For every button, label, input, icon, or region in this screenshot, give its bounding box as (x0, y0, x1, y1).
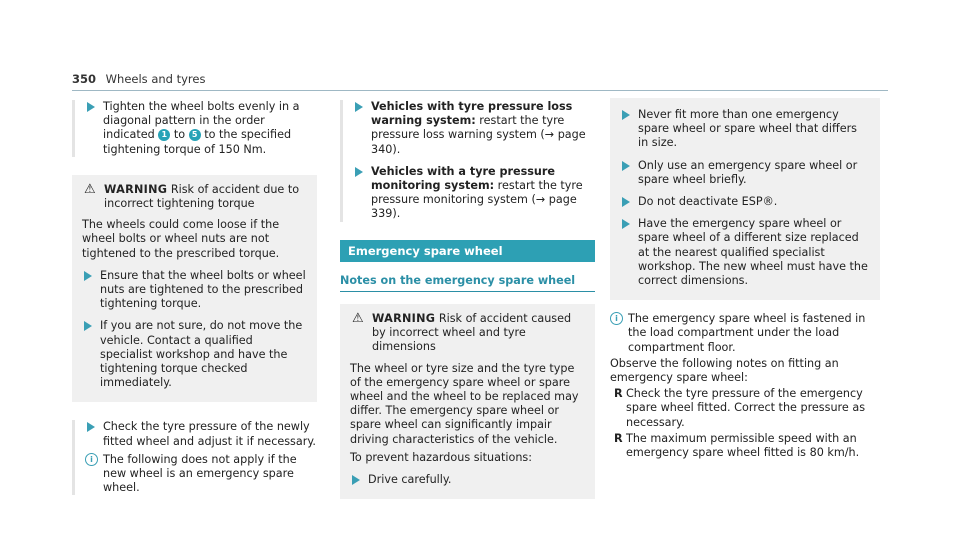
warning-subtitle: Risk of accident due to incorrect tightening torque (104, 182, 300, 211)
step-block-3 (340, 100, 595, 222)
section-title: Wheels and tyres (105, 72, 206, 86)
warning-step: Ensure that the wheel bolts or wheel nuts are tightened to the prescribed tightening torque. (82, 269, 307, 312)
warning-box-torque (72, 175, 317, 403)
warning-body: The wheels could come loose if the wheel bolts or wheel nuts are not tightened to the prescribed torque. (82, 218, 280, 260)
step-block-2 (72, 420, 317, 495)
column-1 (72, 98, 317, 495)
intro-text: Observe the following notes on fitting an emergency spare wheel: (610, 356, 839, 385)
triangle-right-icon (84, 271, 92, 281)
bullet-r-icon: R (614, 431, 623, 445)
warning-box-dimensions (340, 304, 595, 499)
triangle-right-icon (622, 110, 630, 120)
note: i The emergency spare wheel is fastened in the load compartment under the load compartment floor. (610, 312, 880, 355)
warning-step: Only use an emergency spare wheel or spare wheel briefly. (620, 159, 870, 187)
number-badge-1: 1 (158, 129, 170, 141)
warning-step: Never fit more than one emergency spare wheel or spare wheel that differs in size. (620, 108, 870, 151)
warning-step: Drive carefully. (350, 473, 585, 487)
triangle-right-icon (622, 161, 630, 171)
triangle-right-icon (87, 422, 95, 432)
page-number: 350 (72, 72, 97, 86)
step-block-1 (72, 100, 317, 157)
warning-body: The wheel or tyre size and the tyre type of the emergency spare wheel or spare wheel and the wheel to be replaced may differ. The emergency spare wheel or spare wheel can significantly impair driving characteristics of the vehicle. (350, 361, 579, 446)
triangle-right-icon (355, 102, 363, 112)
warning-box-continued (610, 98, 880, 300)
note: i The following does not apply if the new wheel is an emergency spare wheel. (85, 453, 317, 496)
warning-step: Do not deactivate ESP®. (620, 195, 870, 209)
info-icon: i (85, 453, 98, 466)
page-header (72, 72, 205, 86)
triangle-right-icon (87, 102, 95, 112)
triangle-right-icon (352, 475, 360, 485)
warning-triangle-icon: ⚠ (352, 311, 364, 327)
column-3 (610, 98, 880, 460)
step-restart-loss-warning: Vehicles with tyre pressure loss warning system: restart the tyre pressure loss warning system (→ page 340). (353, 100, 595, 157)
info-icon: i (610, 312, 623, 325)
step-check-pressure: Check the tyre pressure of the newly fitted wheel and adjust it if necessary. (85, 420, 317, 448)
number-badge-5: 5 (189, 129, 201, 141)
triangle-right-icon (622, 219, 630, 229)
warning-body-2: To prevent hazardous situations: (350, 450, 533, 464)
column-2 (340, 98, 595, 499)
section-heading: Emergency spare wheel (340, 240, 595, 262)
header-divider (72, 90, 888, 91)
warning-step: If you are not sure, do not move the vehicle. Contact a qualified specialist workshop and have the tightening torque checked immediately. (82, 319, 307, 390)
triangle-right-icon (84, 321, 92, 331)
warning-title: WARNING (372, 312, 436, 326)
warning-subtitle: Risk of accident caused by incorrect wheel and tyre dimensions (372, 312, 572, 354)
list-item: R The maximum permissible speed with an emergency spare wheel fitted is 80 km/h. (614, 431, 860, 460)
triangle-right-icon (622, 197, 630, 207)
list-item: R Check the tyre pressure of the emergency spare wheel fitted. Correct the pressure as necessary. (614, 387, 866, 429)
subsection-heading: Notes on the emergency spare wheel (340, 268, 595, 292)
warning-step: Have the emergency spare wheel or spare wheel of a different size replaced at the nearest qualified specialist workshop. The new wheel must have the correct dimensions. (620, 217, 870, 288)
bullet-r-icon: R (614, 387, 623, 401)
step-tighten-bolts: Tighten the wheel bolts evenly in a diagonal pattern in the order indicated 1 to 5 to the specified tightening torque of 150 Nm. (85, 100, 317, 157)
warning-title: WARNING (104, 182, 168, 196)
triangle-right-icon (355, 167, 363, 177)
warning-triangle-icon: ⚠ (84, 181, 96, 197)
step-restart-monitoring: Vehicles with a tyre pressure monitoring system: restart the tyre pressure monitoring system (→ page 339). (353, 165, 595, 222)
